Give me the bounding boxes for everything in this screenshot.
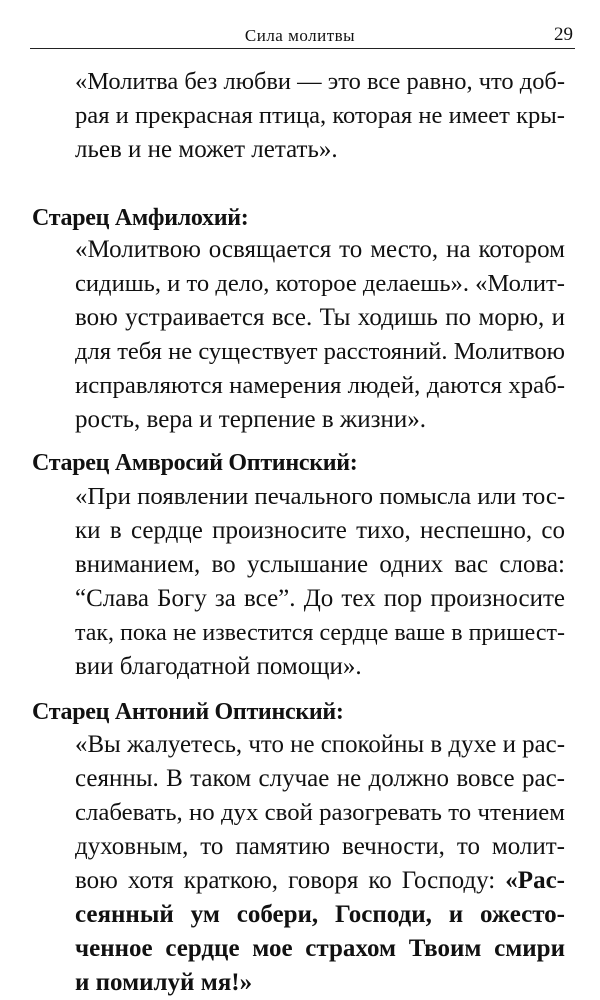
text-line: рая и прекрасная птица, которая не имеет кры-: [75, 102, 565, 129]
running-header-title: Сила молитвы: [244, 26, 356, 45]
text-line: «При появлении печального помысла или тос-: [75, 483, 566, 510]
text-line: “Слава Богу за все”. До тех пор произносите: [75, 585, 565, 612]
text-line: льев и не может летать».: [75, 136, 338, 163]
header-rule: [30, 48, 575, 49]
quote-paragraph-3: [75, 480, 565, 684]
text-line: слабевать, но дух свой разогревать то чтением: [75, 799, 565, 826]
text-line: духовным, то памятию вечности, то молит-: [75, 833, 565, 860]
text-line: рость, вера и терпение в жизни».: [75, 406, 426, 433]
text-line: «Вы жалуетесь, что не спокойны в духе и рас-: [75, 731, 565, 758]
section-heading-amfilokhiy: Старец Амфилохий:: [32, 205, 249, 231]
text-line: «Молитвою освящается то место, на котором: [75, 236, 565, 263]
text-line: вою устраивается все. Ты ходишь по морю, и: [75, 304, 565, 331]
text-line-mixed: [75, 864, 565, 898]
text-line: ки в сердце произносите тихо, неспешно, со: [75, 517, 565, 544]
bold-prayer-line: и помилуй мя!»: [75, 969, 253, 996]
section-heading-amvrosiy: Старец Амвросий Оптинский:: [32, 450, 358, 476]
bold-prayer-line: сеянный ум собери, Господи, и ожесто-: [75, 901, 565, 928]
text-line: вии благодатной помощи».: [75, 653, 362, 680]
quote-paragraph-2: [75, 233, 565, 437]
text-line: вниманием, во услышание одних вас слова:: [75, 551, 565, 578]
text-segment: вою хотя краткою, говоря ко Господу:: [75, 867, 506, 894]
text-line: сидишь, и то дело, которое делаешь». «Молит-: [75, 270, 565, 297]
text-line: сеянны. В таком случае не должно вовсе рас-: [75, 765, 565, 792]
text-line: для тебя не существует расстояний. Молитвою: [75, 338, 565, 365]
quote-paragraph-4: [75, 728, 565, 1000]
bold-prayer-line: ченное сердце мое страхом Твоим смири: [75, 935, 565, 962]
text-line: «Молитва без любви — это все равно, что доб-: [75, 68, 565, 95]
page-number: 29: [554, 24, 573, 45]
section-heading-antoniy: Старец Антоний Оптинский:: [32, 699, 344, 725]
text-line: так, пока не известится сердце ваше в пришест-: [75, 620, 565, 646]
bold-prayer-segment: «Рас-: [505, 867, 565, 894]
quote-paragraph-1: [75, 65, 565, 167]
text-line: исправляются намерения людей, даются храб-: [75, 372, 565, 399]
